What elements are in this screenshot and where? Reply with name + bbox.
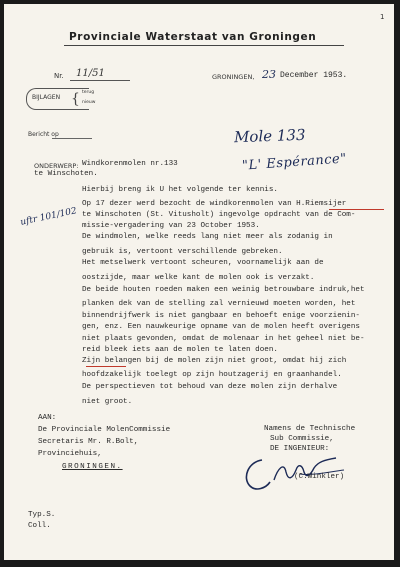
collation-mark: Coll. [28,522,51,530]
subject-line-1: Windkorenmolen nr.133 [82,160,178,168]
date-month-year: December 1953. [280,71,348,80]
reply-underline [52,138,92,139]
closing-line-3: DE INGENIEUR: [270,445,330,453]
address-line: Provinciehuis, [38,450,102,458]
typist-initials: Typ.S. [28,511,56,519]
body-line: Zijn belangen bij de molen zijn niet groot, omdat hij zich [82,357,347,365]
body-line: oostzijde, maar welke kant de molen ook is verzakt. [82,274,315,282]
signatory-name: (C.Winkler) [294,473,345,481]
reference-number: 11/51 [76,68,105,79]
body-line: De beide houten roeden maken een weinig betrouwbare indruk,het [82,286,365,294]
body-line: reid bleek iets aan de molen te laten doen. [82,346,278,354]
body-line: De perspectieven tot behoud van deze molen zijn derhalve [82,383,338,391]
enclosures-brace: { [71,91,80,107]
body-line: Het metselwerk vertoont scheuren, voornamelijk aan de [82,259,324,267]
letterhead-rule [64,45,344,46]
date-day: 23 [262,68,276,81]
handwritten-margin-note: uftr 101/102 [19,206,78,228]
reply-label: Bericht op [28,131,59,138]
subject-label: ONDERWERP: [34,162,79,170]
address-city: GRONINGEN. [62,463,123,471]
address-line: De Provinciale MolenCommissie [38,426,171,434]
body-line: Hierbij breng ik U het volgende ter kennis. [82,186,278,194]
body-line: De windmolen, welke reeds lang niet meer als zodanig in [82,233,333,241]
enclosures-label: BIJLAGEN [32,94,61,101]
enclosures-with-reply: terug [82,90,95,95]
handwritten-mill-name: "L' Espérance" [241,151,348,174]
place-label: GRONINGEN, [212,73,255,81]
closing-line-2: Sub Commissie, [270,435,334,443]
number-underline [70,80,130,81]
handwritten-mill-number: Mole 133 [233,125,306,147]
body-line: hoofdzakelijk toelegt op zijn houtzagerij en graanhandel. [82,371,342,379]
body-line: planken dek van de stelling zal vernieuwd moeten worden, het [82,300,356,308]
body-line: gen, enz. Een nauwkeurige opname van de molen heeft overigens [82,323,360,331]
body-line: binnendrijfwerk is niet gangbaar en behoeft enige voorzienin- [82,312,360,320]
enclosures-received: nieuw [82,100,96,105]
letterhead-title: Provinciale Waterstaat van Groningen [69,31,317,43]
body-line: missie-vergadering van 23 October 1953. [82,222,260,230]
address-line: Secretaris Mr. R.Bolt, [38,438,139,446]
body-line: niet groot. [82,398,133,406]
closing-line-1: Namens de Technische [264,425,356,433]
page-number: 1 [380,13,385,21]
number-label: Nr. [54,72,64,80]
letter-page [4,4,394,560]
address-line: AAN: [38,414,57,422]
body-line: te Winschoten (St. Vitusholt) ingevolge opdracht van de Com- [82,211,356,219]
body-line: gebruik is, vertoont verschillende gebreken. [82,248,283,256]
subject-line-2: te Winschoten. [34,170,98,178]
body-line: niet plaats gevonden, omdat de molenaar in het geheel niet be- [82,335,365,343]
body-line: Op 17 dezer werd bezocht de windkorenmolen van H.Riemsijer [82,200,347,208]
